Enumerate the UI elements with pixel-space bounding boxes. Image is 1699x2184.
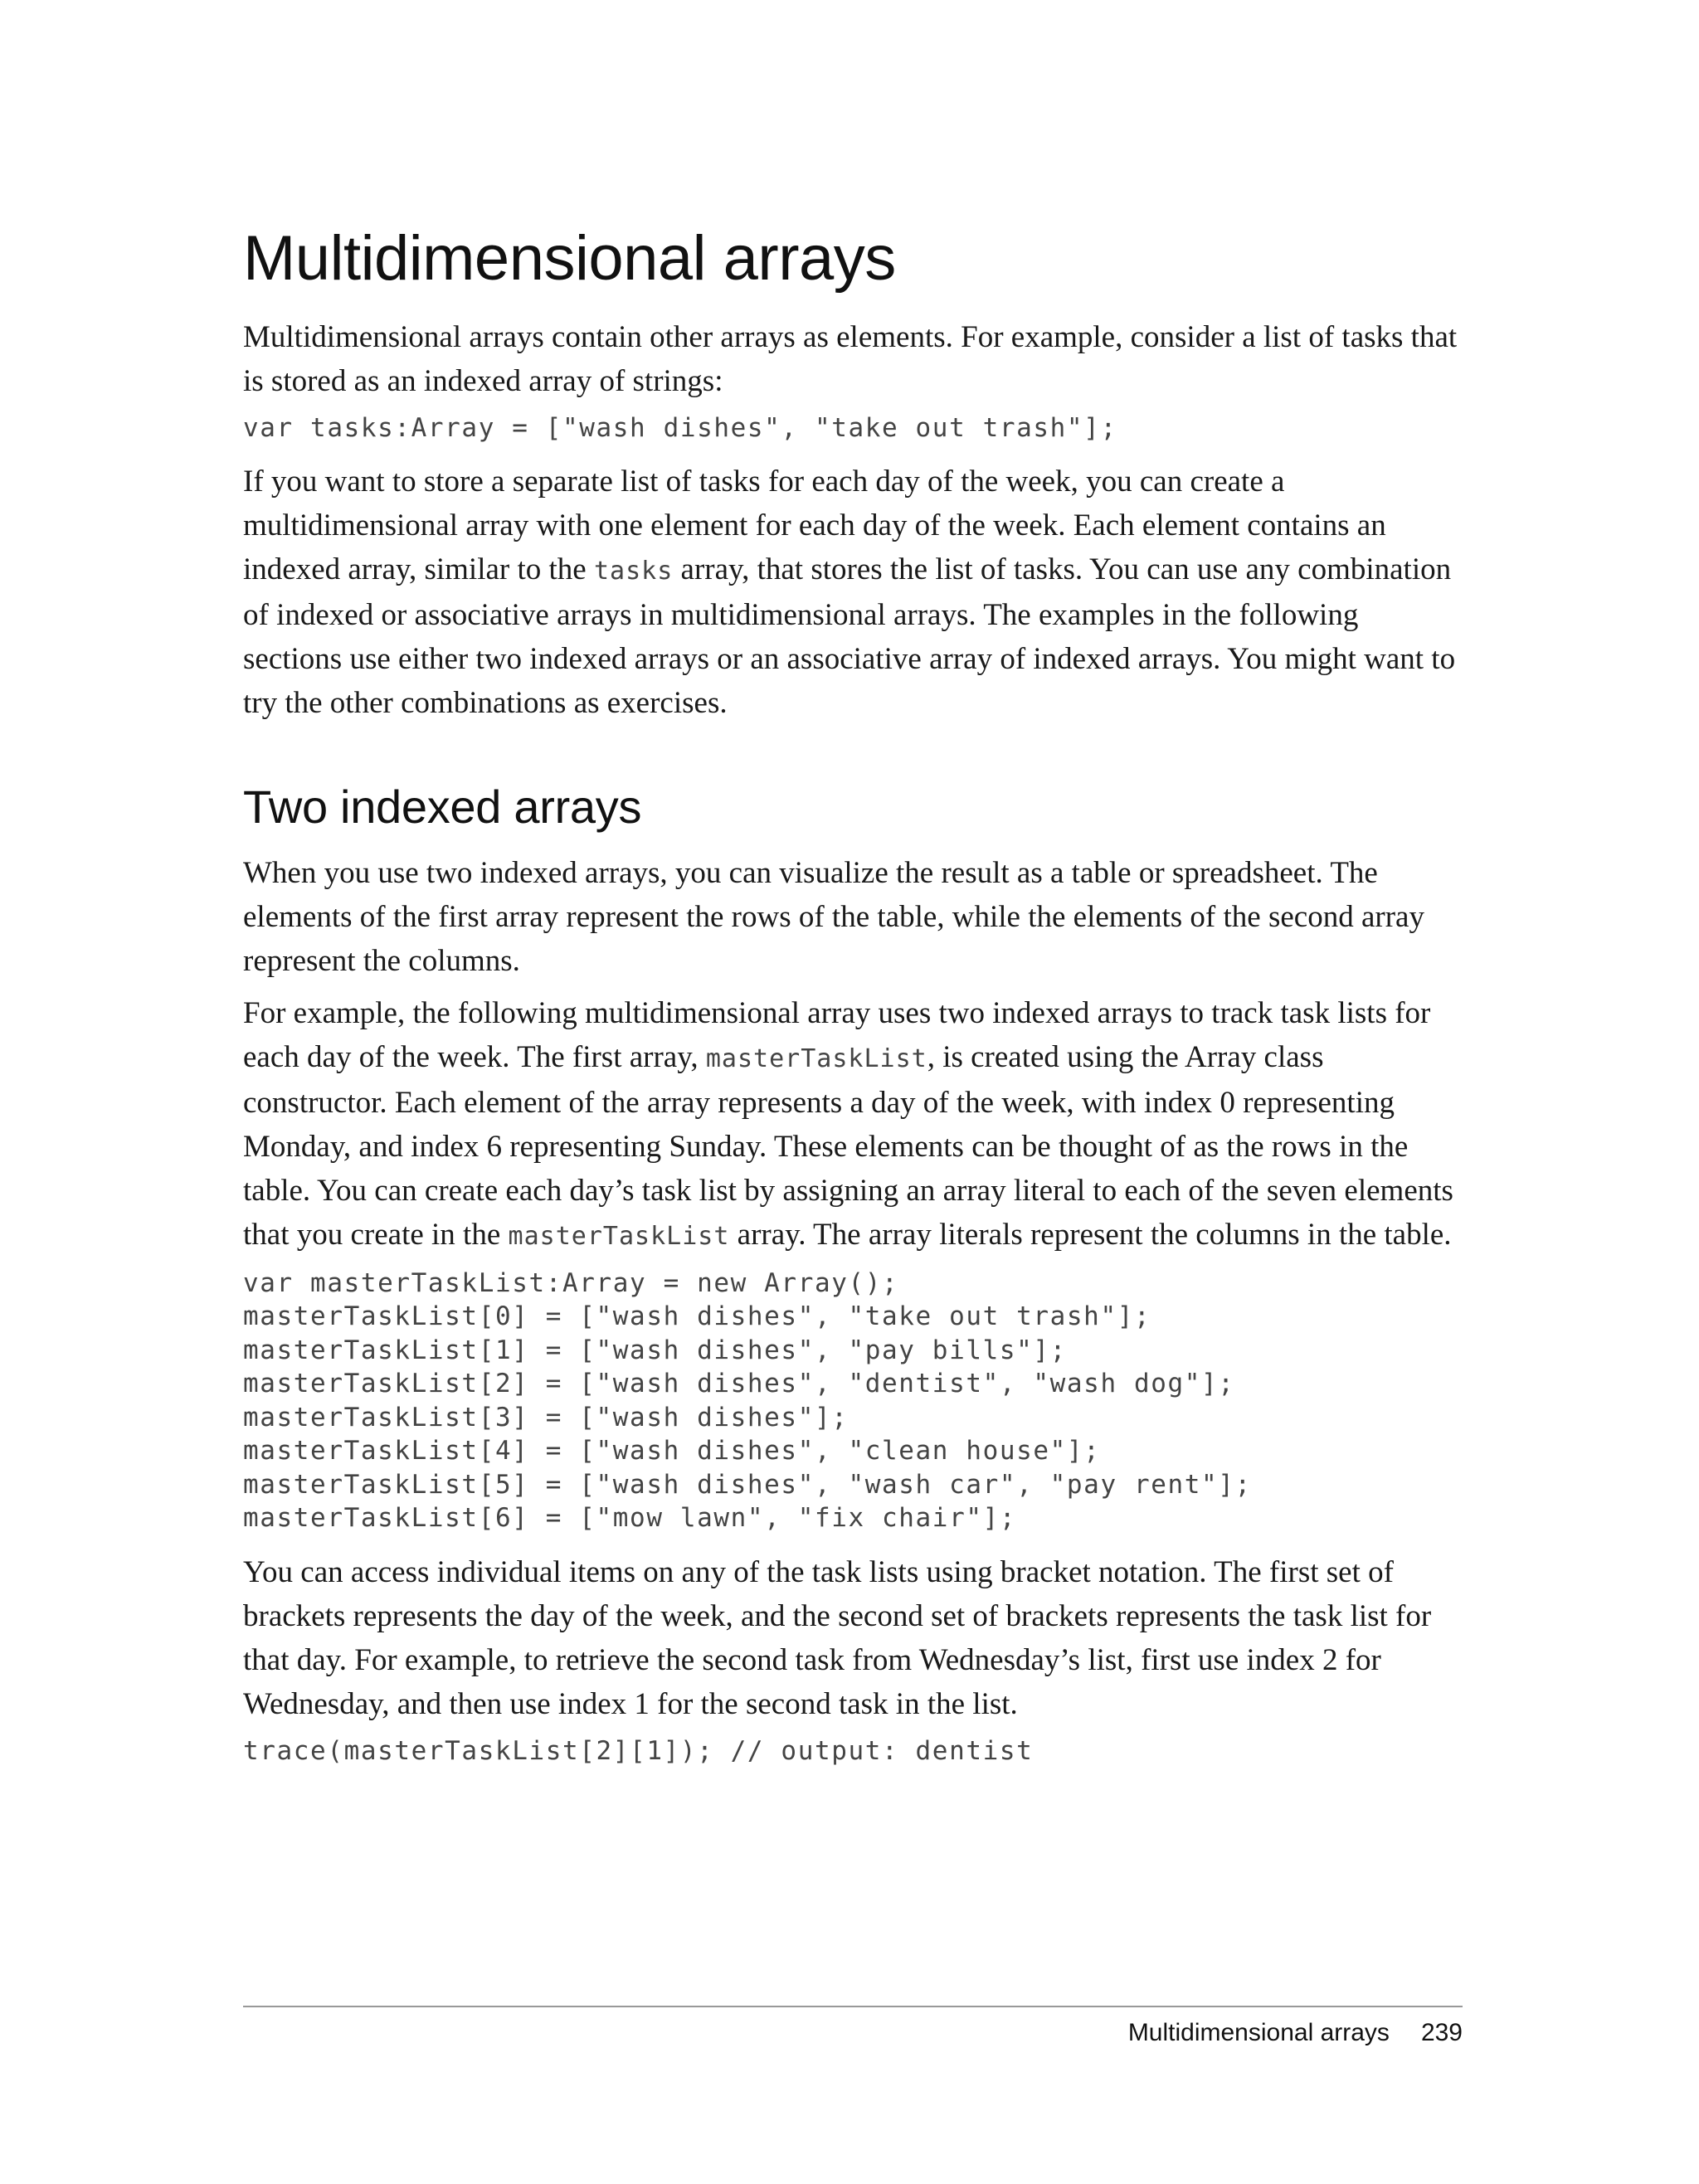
text-run: For example, the following multidimensional array uses two indexed arrays to track task lists for each day of the week. The first array, bbox=[243, 995, 1431, 1074]
text-run: array. The array literals represent the columns in the table. bbox=[729, 1217, 1452, 1252]
code-line: masterTaskList[1] = ["wash dishes", "pay bills"]; bbox=[243, 1335, 1067, 1365]
code-line: masterTaskList[0] = ["wash dishes", "take out trash"]; bbox=[243, 1301, 1151, 1332]
code-line: var tasks:Array = ["wash dishes", "take out trash"]; bbox=[243, 412, 1117, 443]
section-heading: Two indexed arrays bbox=[243, 781, 642, 834]
code-line: masterTaskList[2] = ["wash dishes", "dentist", "wash dog"]; bbox=[243, 1369, 1235, 1399]
inline-code: tasks bbox=[593, 557, 674, 586]
text-run: If you want to store a separate list of tasks for each day of the week, you can create a multidimensional array with one element for each day of the week. Each element contains an indexed array, similar to the bbox=[243, 465, 1386, 587]
intro-paragraph-1: Multidimensional arrays contain other arrays as elements. For example, consider a list of tasks that is stored as an indexed array of strings: bbox=[243, 319, 1458, 398]
page-footer bbox=[1128, 2019, 1463, 2047]
code-line: var masterTaskList:Array = new Array(); bbox=[243, 1267, 899, 1298]
intro-paragraph-2 bbox=[243, 460, 1463, 725]
text-run: , is created using the Array class constructor. Each element of the array represents a day of the week, with index 0 representing Monday, and index 6 representing Sunday. These elements can be thought of as the rows in the table. You can create each day’s task list by assigning an array literal to each of the seven elements that you create in the bbox=[243, 1039, 1453, 1252]
code-block-trace bbox=[243, 1734, 1463, 1768]
code-line: masterTaskList[6] = ["mow lawn", "fix chair"]; bbox=[243, 1503, 1017, 1534]
code-line: masterTaskList[4] = ["wash dishes", "clean house"]; bbox=[243, 1436, 1101, 1467]
code-line: trace(masterTaskList[2][1]); // output: dentist bbox=[243, 1735, 1034, 1766]
running-title: Multidimensional arrays bbox=[1127, 2019, 1390, 2046]
inline-code: masterTaskList bbox=[705, 1043, 927, 1073]
inline-code: masterTaskList bbox=[508, 1221, 730, 1251]
code-block-master-task-list bbox=[243, 1267, 1463, 1535]
page-title: Multidimensional arrays bbox=[243, 223, 896, 294]
page-content bbox=[243, 224, 1463, 1783]
section-paragraph-2 bbox=[243, 991, 1463, 1258]
footer-divider bbox=[243, 2006, 1463, 2007]
page-number: 239 bbox=[1420, 2019, 1463, 2046]
text-run: array, that stores the list of tasks. You can use any combination of indexed or associative arrays in multidimensional arrays. The examples in the following sections use either two indexed arrays or an associative array of indexed arrays. You might want to try the other combinations as exercises. bbox=[243, 552, 1456, 721]
code-line: masterTaskList[3] = ["wash dishes"]; bbox=[243, 1402, 849, 1432]
code-line: masterTaskList[5] = ["wash dishes", "wash car", "pay rent"]; bbox=[243, 1469, 1252, 1500]
code-block-tasks bbox=[243, 411, 1463, 445]
section-paragraph-3: You can access individual items on any of the task lists using bracket notation. The first set of brackets represents the day of the week, and the second set of brackets represents the task list for that day. For example, to retrieve the second task from Wednesday’s list, first use index 2 for Wednesday, and then use index 1 for the second task in the list. bbox=[243, 1554, 1432, 1721]
section-paragraph-1: When you use two indexed arrays, you can visualize the result as a table or spreadsheet. The elements of the first array represent the rows of the table, while the elements of the second array represent the columns. bbox=[243, 855, 1424, 978]
